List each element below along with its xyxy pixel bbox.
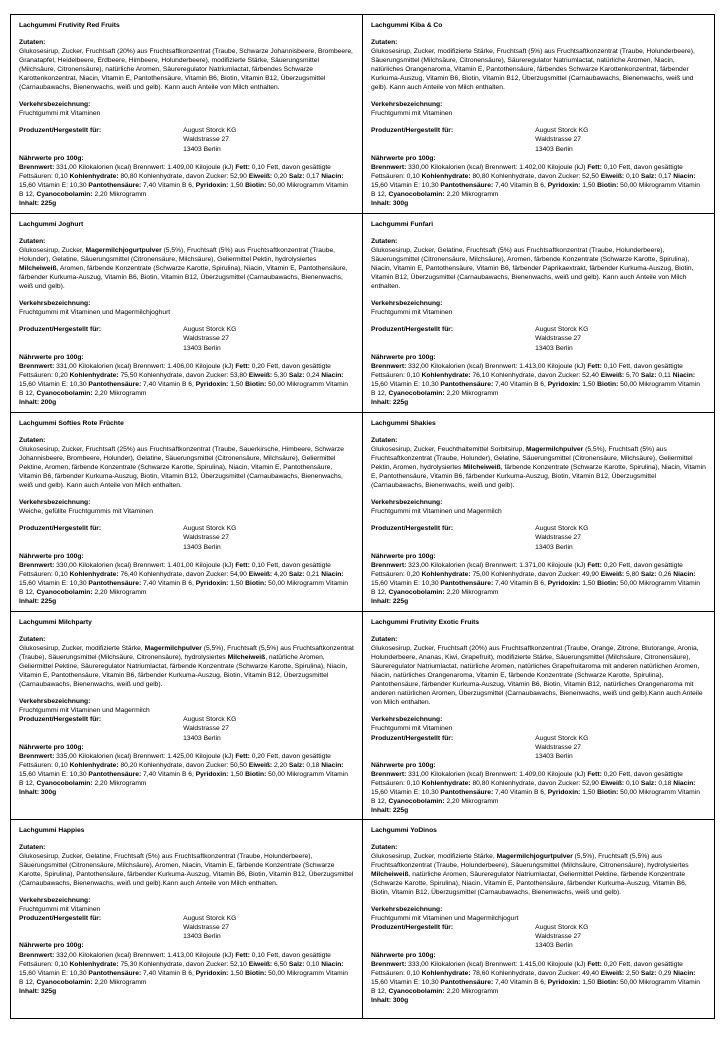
naehrwerte-label: Nährwerte pro 100g: <box>19 743 84 751</box>
naehrwerte-label: Nährwerte pro 100g: <box>371 154 436 162</box>
zutaten-text: Glukosesirup, Zucker, Fruchtsaft (20%) aus Fruchtsaftkonzentrat (Traube, Orange, Zitrone, Blutorange, Aronia, Holunderbeere, Ananas, Kiwi, Grapefruit), modifizierte Stärke, Säuerungsmittel (Milchsäure, Citronensäure), Säureregulator Natriumlactat, natürliche Aromen, natürliches Grapefruitaroma mit anderen natürlichen Aromen, Niacin, natürliches Orangenaroma, Vitamin E, färbende Konzentrate (Schwarze Karotte, Spirulina), Pantothensäure, färbender Kurkuma-Auszug, Vitamin B6, Biotin, Vitamin B12, natürliches Orangenaroma mit anderen natürlichen Aromen, Überzugsmittel (Carnaubawachs, Bienenwachs, weiß und gelb).Kann auch Anteile von Milch enthalten. <box>371 645 703 707</box>
producer-row <box>19 715 354 742</box>
zutaten-label: Zutaten: <box>19 39 46 47</box>
producer-name: August Storck KG <box>535 525 589 533</box>
producer-city: 13403 Berlin <box>183 933 221 941</box>
producer-address <box>535 126 706 153</box>
ingredients-section <box>371 635 706 707</box>
producer-street: Waldstrasse 27 <box>535 136 581 144</box>
producer-name: August Storck KG <box>535 924 589 932</box>
nutrition-section <box>19 154 354 208</box>
designation-section <box>371 498 706 516</box>
naehrwerte-text: Brennwert: 335,00 Kilokalorien (kcal) Brennwert: 1.425,00 Kilojoule (kJ) Fett: 0,20 Fett, davon gesättigte Fettsäuren: 0,10 Kohlenhydrate: 80,20 Kohlenhydrate, davon Zucker: 50,50 Eiweiß: 2,20 Salz: 0,18 Niacin: 15,60 Vitamin E: 10,30 Pantothensäure: 7,40 Vitamin B 6, Pyridoxin: 1,50 Biotin: 50,00 Mikrogramm Vitamin B 12, Cyanocobolamin: 2,20 Mikrogramm <box>19 752 348 787</box>
ingredients-section <box>19 843 354 888</box>
ingredients-section <box>371 237 706 291</box>
product-card <box>363 820 715 1019</box>
producer-street: Waldstrasse 27 <box>183 136 229 144</box>
inhalt-line: Inhalt: 225g <box>371 806 409 814</box>
product-card <box>11 413 363 612</box>
product-title: Lachgummi Frutivity Exotic Fruits <box>371 619 480 626</box>
producer-address <box>183 524 354 551</box>
verkehrsbezeichnung-text: Fruchtgummi mit Vitaminen und Magermilchjoghurt <box>19 309 171 317</box>
naehrwerte-text: Brennwert: 332,00 Kilokalorien (kcal) Brennwert: 1.413,00 Kilojoule (kJ) Fett: 0,10 Fett, davon gesättigte Fettsäuren: 0,10 Kohlenhydrate: 75,30 Kohlenhydrate, davon Zucker: 52,10 Eiweiß: 6,50 Salz: 0,10 Niacin: 15,60 Vitamin E: 10,30 Pantothensäure: 7,40 Vitamin B 6, Pyridoxin: 1,50 Biotin: 50,00 Mikrogramm Vitamin B 12, Cyanocobolamin: 2,20 Mikrogramm <box>19 951 348 986</box>
produzent-label: Produzent/Hergestellt für: <box>371 127 454 135</box>
producer-address <box>183 914 354 941</box>
producer-address <box>183 715 354 742</box>
product-title: Lachgummi Kiba & Co <box>371 22 443 29</box>
zutaten-text: Glukosesirup, Zucker, Feuchthaltemittel Sorbitsirup, Magermilchpulver (5,5%), Fruchtsaft (5%) aus Fruchtsaftkonzentrat (Traube, Holunder), Gelatine, Säuerungsmittel (Citronensäure, Milchsäure), Geliermittel Pektin, Aromen, hydrolysiertes Milcheiweiß, färbende Konzentrate (Schwarze Karotte, Spirulina), Niacin, Vitamin E, Pantothensäure, Vitamin B6, färbender Kurkuma-Auszug, Biotin, Vitamin B12, Überzugsmittel (Carnaubawachs, Bienenwachs, weiß und gelb). <box>371 446 706 490</box>
designation-section <box>19 498 354 516</box>
naehrwerte-text: Brennwert: 330,00 Kilokalorien (kcal) Brennwert: 1.401,00 Kilojoule (kJ) Fett: 0,10 Fett, davon gesättigte Fettsäuren: 0,10 Kohlenhydrate: 76,40 Kohlenhydrate, davon Zucker: 54,90 Eiweiß: 4,20 Salz: 0,21 Niacin: 15,60 Vitamin E: 10,30 Pantothensäure: 7,40 Vitamin B 6, Pyridoxin: 1,50 Biotin: 50,00 Mikrogramm Vitamin B 12, Cyanocobolamin: 2,20 Mikrogramm <box>19 561 348 596</box>
producer-name: August Storck KG <box>183 716 237 724</box>
product-title: Lachgummi Happies <box>19 826 85 834</box>
ingredients-section <box>19 38 354 92</box>
nutrition-section <box>19 552 354 606</box>
producer-street: Waldstrasse 27 <box>183 924 229 932</box>
producer-row <box>19 524 354 551</box>
producer-name: August Storck KG <box>183 915 237 923</box>
zutaten-text: Glukosesirup, Zucker, modifizierte Stärke, Magermilchjogurtpulver (5,5%), Fruchtsaft (5,5%) aus Fruchtsaftkonzentrat (Traube, Holunderbeere), Säuerungsmittel (Milchsäure, Citronensäure), hydrolysiertes Milcheiweiß, natürliche Aromen, Säureregulator Natriumlactat, Geliermittel Pektine, färbende Konzentrate (Schwarze Karotte, Spirulina), Niacin, Vitamin E, Pantothensäure, färbender Kurkuma-Auszug, Vitamin B6, Biotin, Vitamin B12, Überzugsmittel (Carnaubawachs, Bienenwachs, weiß und gelb). <box>371 853 689 897</box>
naehrwerte-text: Brennwert: 332,00 Kilokalorien (kcal) Brennwert: 1.413,00 Kilojoule (kJ) Fett: 0,10 Fett, davon gesättigte Fettsäuren: 0,10 Kohlenhydrate: 76,10 Kohlenhydrate, davon Zucker: 52,40 Eiweiß: 5,70 Salz: 0,11 Niacin: 15,60 Vitamin E: 10,30 Pantothensäure: 7,40 Vitamin B 6, Pyridoxin: 1,50 Biotin: 50,00 Mikrogramm Vitamin B 12, Cyanocobolamin: 2,20 Mikrogramm <box>371 362 700 397</box>
naehrwerte-text: Brennwert: 331,00 Kilokalorien (kcal) Brennwert: 1.406,00 Kilojoule (kJ) Fett: 0,20 Fett, davon gesättigte Fettsäuren: 0,20 Kohlenhydrate: 75,50 Kohlenhydrate, davon Zucker: 53,80 Eiweiß: 5,30 Salz: 0,24 Niacin: 15,60 Vitamin E: 10,30 Pantothensäure: 7,40 Vitamin B 6, Pyridoxin: 1,50 Biotin: 50,00 Mikrogramm Vitamin B 12, Cyanocobolamin: 2,20 Mikrogramm <box>19 362 348 397</box>
zutaten-text: Glukosesirup, Zucker, Magermilchjogurtpulver (5,5%), Fruchtsaft (5%) aus Fruchtsaftkonzentrat (Traube, Holunder), Gelatine, Säuerungsmittel (Citronensäure, Milchsäure), Geliermittel Pektin, hydrolysiertes Milcheiweiß, Aromen, färbende Konzentrate (Schwarze Karotte, Spirulina), Niacin, Vitamin E, Pantothensäure, färbender Kurkuma-Auszug, Vitamin B6, Biotin, Vitamin B12, Überzugsmittel (Carnaubawachs, Bienenwachs, weiß und gelb). <box>19 247 348 291</box>
product-card <box>363 612 715 820</box>
product-card <box>11 214 363 413</box>
verkehrsbezeichnung-label: Verkehrsbezeichnung: <box>371 499 443 507</box>
product-card <box>11 820 363 1019</box>
zutaten-label: Zutaten: <box>371 636 398 644</box>
product-card <box>11 15 363 214</box>
producer-address <box>535 524 706 551</box>
verkehrsbezeichnung-text: Fruchtgummi mit Vitaminen und Magermilch <box>371 508 502 516</box>
nutrition-section <box>371 951 706 1005</box>
producer-street: Waldstrasse 27 <box>535 743 581 751</box>
ingredients-section <box>371 38 706 92</box>
zutaten-label: Zutaten: <box>19 843 46 851</box>
inhalt-line: Inhalt: 300g <box>371 199 409 207</box>
producer-city: 13403 Berlin <box>535 942 573 950</box>
zutaten-label: Zutaten: <box>371 437 398 445</box>
product-title: Lachgummi Frutivity Red Fruits <box>19 22 120 29</box>
producer-row <box>371 126 706 153</box>
zutaten-text: Glukosesirup, Zucker, modifizierte Stärke, Magermilchpulver (5,5%), Fruchtsaft (5,5%) aus Fruchtsaftkonzentrat (Traube), Säuerungsmittel (Milchsäure, Citronensäure), hydrolysiertes Milcheiweiß, natürliche Aromen, Geliermittel Pektine, Säureregulator Natriumlactat, färbende Konzentrate (Schwarze Karotte, Spirulina), Niacin, Vitamin E, Pantothensäure, Vitamin B6, färbender Kurkuma-Auszug, Biotin, Vitamin B12, Überzugsmittel (Carnaubawachs, Bienenwachs, weiß und gelb). <box>19 645 354 689</box>
designation-section <box>19 697 354 715</box>
producer-city: 13403 Berlin <box>183 344 221 352</box>
producer-name: August Storck KG <box>535 734 589 742</box>
producer-name: August Storck KG <box>535 326 589 334</box>
producer-name: August Storck KG <box>183 525 237 533</box>
ingredients-section <box>371 436 706 490</box>
zutaten-label: Zutaten: <box>19 636 46 644</box>
producer-city: 13403 Berlin <box>183 543 221 551</box>
ingredients-section <box>19 237 354 291</box>
verkehrsbezeichnung-label: Verkehrsbezeichnung: <box>19 897 91 905</box>
designation-section <box>371 715 706 733</box>
verkehrsbezeichnung-label: Verkehrsbezeichnung: <box>19 300 91 308</box>
product-card <box>363 15 715 214</box>
naehrwerte-label: Nährwerte pro 100g: <box>19 154 84 162</box>
naehrwerte-label: Nährwerte pro 100g: <box>19 552 84 560</box>
nutrition-section <box>371 552 706 606</box>
producer-row <box>371 734 706 761</box>
verkehrsbezeichnung-text: Fruchtgummi mit Vitaminen und Magermilch <box>19 707 150 715</box>
verkehrsbezeichnung-text: Fruchtgummi mit Vitaminen <box>19 110 101 118</box>
zutaten-label: Zutaten: <box>371 39 398 47</box>
inhalt-line: Inhalt: 325g <box>19 987 57 995</box>
verkehrsbezeichnung-text: Fruchtgummi mit Vitaminen <box>371 110 453 118</box>
producer-row <box>371 923 706 950</box>
producer-street: Waldstrasse 27 <box>535 534 581 542</box>
producer-address <box>183 325 354 352</box>
producer-row <box>19 126 354 153</box>
verkehrsbezeichnung-text: Fruchtgummi mit Vitaminen <box>371 725 453 733</box>
produzent-label: Produzent/Hergestellt für: <box>371 734 454 742</box>
naehrwerte-text: Brennwert: 330,00 Kilokalorien (kcal) Brennwert: 1.402,00 Kilojoule (kJ) Fett: 0,10 Fett, davon gesättigte Fettsäuren: 0,10 Kohlenhydrate: 80,80 Kohlenhydrate, davon Zucker: 52,50 Eiweiß: 0,10 Salz: 0,17 Niacin: 15,60 Vitamin E: 10,30 Pantothensäure: 7,40 Vitamin B 6, Pyridoxin: 1,50 Biotin: 50,00 Mikrogramm Vitamin B 12, Cyanocobolamin: 2,20 Mikrogramm <box>371 163 700 198</box>
product-title: Lachgummi Milchparty <box>19 619 92 626</box>
product-title: Lachgummi Shakies <box>371 420 436 427</box>
producer-city: 13403 Berlin <box>535 344 573 352</box>
nutrition-section <box>19 941 354 995</box>
verkehrsbezeichnung-label: Verkehrsbezeichnung: <box>371 300 443 308</box>
zutaten-text: Glukosesirup, Zucker, Gelatine, Fruchtsaft (5%) aus Fruchtsaftkonzentrat (Traube, Holunderbeere), Säuerungsmittel (Citronensäure, Milchsäure), Aromen, Niacin, Vitamin E, färbende Konzentrate (Schwarze Karotte, Spirulina), Pantothensäure, färbender Kurkuma-Auszug, Vitamin B6, Biotin, Vitamin B12, Überzugsmittel (Carnaubawachs, Bienenwachs, weiß und gelb).Kann auch Anteile von Milch enthalten. <box>19 853 354 888</box>
verkehrsbezeichnung-label: Verkehrsbezeichnung: <box>371 101 443 109</box>
zutaten-label: Zutaten: <box>19 238 46 246</box>
nutrition-section <box>19 353 354 407</box>
product-card <box>11 612 363 820</box>
verkehrsbezeichnung-label: Verkehrsbezeichnung: <box>371 716 443 724</box>
producer-city: 13403 Berlin <box>535 752 573 760</box>
inhalt-line: Inhalt: 225g <box>19 597 57 605</box>
producer-city: 13403 Berlin <box>535 543 573 551</box>
producer-address <box>535 734 706 761</box>
ingredients-section <box>19 436 354 490</box>
nutrition-section <box>19 743 354 797</box>
product-title: Lachgummi Joghurt <box>19 221 84 228</box>
verkehrsbezeichnung-label: Verkehrsbezeichnung: <box>19 101 91 109</box>
verkehrsbezeichnung-label: Verkehrsbezeichnung: <box>19 499 91 507</box>
inhalt-line: Inhalt: 300g <box>371 996 409 1004</box>
produzent-label: Produzent/Hergestellt für: <box>19 326 102 334</box>
zutaten-text: Glukosesirup, Zucker, modifizierte Stärke, Fruchtsaft (5%) aus Fruchtsaftkonzentrat (Traube, Holunderbeere), Säuerungsmittel (Milchsäure, Citronensäure), Säureregulator Natriumlactat, natürliche Aromen, Niacin, natürliches Orangenaroma, Vitamin E, Pantothensäure, färbendes Schwarze Karottenkonzentrat, färbender Kurkuma-Auszug, Vitamin B6, Biotin, Vitamin B12, Überzugsmittel (Carnaubawachs, Bienenwachs, weiß und gelb). Kann auch Anteile von Milch enthalten. <box>371 48 695 92</box>
produzent-label: Produzent/Hergestellt für: <box>19 716 102 724</box>
zutaten-label: Zutaten: <box>19 437 46 445</box>
naehrwerte-label: Nährwerte pro 100g: <box>371 761 436 769</box>
ingredients-section <box>371 843 706 897</box>
product-spec-sheet <box>10 14 715 1019</box>
producer-street: Waldstrasse 27 <box>183 335 229 343</box>
zutaten-label: Zutaten: <box>371 238 398 246</box>
producer-street: Waldstrasse 27 <box>535 933 581 941</box>
naehrwerte-text: Brennwert: 331,00 Kilokalorien (kcal) Brennwert: 1.409,00 Kilojoule (kJ) Fett: 0,10 Fett, davon gesättigte Fettsäuren: 0,10 Kohlenhydrate: 80,80 Kohlenhydrate, davon Zucker: 52,90 Eiweiß: 0,20 Salz: 0,17 Niacin: 15,60 Vitamin E: 10,30 Pantothensäure: 7,40 Vitamin B 6, Pyridoxin: 1,50 Biotin: 50,00 Mikrogramm Vitamin B 12, Cyanocobolamin: 2,20 Mikrogramm <box>19 163 348 198</box>
designation-section <box>19 299 354 317</box>
inhalt-line: Inhalt: 200g <box>19 398 57 406</box>
naehrwerte-text: Brennwert: 331,00 Kilokalorien (kcal) Brennwert: 1.409,00 Kilojoule (kJ) Fett: 0,20 Fett, davon gesättigte Fettsäuren: 0,10 Kohlenhydrate: 80,80 Kohlenhydrate, davon Zucker: 52,90 Eiweiß: 0,10 Salz: 0,18 Niacin: 15,60 Vitamin E: 10,30 Pantothensäure: 7,40 Vitamin B 6, Pyridoxin: 1,50 Biotin: 50,00 Mikrogramm Vitamin B 12, Cyanocobolamin: 2,20 Mikrogramm <box>371 770 700 805</box>
designation-section <box>19 896 354 914</box>
producer-row <box>19 914 354 941</box>
inhalt-line: Inhalt: 225g <box>371 398 409 406</box>
zutaten-text: Glukosesirup, Zucker, Fruchtsaft (25%) aus Fruchtsaftkonzentrat (Traube, Sauerkirsche, Himbeere, Schwarze Johannisbeere, Brombeere, Holunder), Gelatine, Säuerungsmittel (Citronensäure, Milchsäure), Geliermittel Pektine, Aromen, färbende Konzentrate (Schwarze Karotte, Spirulina), Niacin, Vitamin E, Pantothensäure, Vitamin B6, färbender Kurkuma-Auszug, Biotin, Vitamin B12, Überzugsmittel (Carnaubawachs, Bienenwachs, weiß und gelb). Kann auch Anteile von Milch enthalten. <box>19 446 344 490</box>
producer-city: 13403 Berlin <box>183 145 221 153</box>
producer-street: Waldstrasse 27 <box>535 335 581 343</box>
zutaten-text: Glukosesirup, Zucker, Fruchtsaft (20%) aus Fruchtsaftkonzentrat (Traube, Schwarze Johannisbeere, Brombeere, Granatapfel, Heidelbeere, Erdbeere, Himbeere, Holunderbeere), modifizierte Stärke, Säuerungsmittel (Milchsäure, Citronensäure), natürliche Aromen, Säureregulator Natriumlactat, färbendes Schwarze Karottenkonzentrat, Niacin, Vitamin E, Pantothensäure, Vitamin B6, Biotin, Vitamin B12, Überzugsmittel (Carnaubawachs, Bienenwachs, weiß und gelb). Kann auch Anteile von Milch enthalten. <box>19 48 353 92</box>
producer-name: August Storck KG <box>183 326 237 334</box>
ingredients-section <box>19 635 354 689</box>
producer-address <box>535 923 706 950</box>
produzent-label: Produzent/Hergestellt für: <box>371 525 454 533</box>
producer-city: 13403 Berlin <box>535 145 573 153</box>
naehrwerte-label: Nährwerte pro 100g: <box>371 951 436 959</box>
zutaten-text: Glukosesirup, Zucker, Gelatine, Fruchtsaft (5%) aus Fruchtsaftkonzentrat (Traube, Holunderbeere), Säuerungsmittel (Citronensäure, Milchsäure), Aromen, färbende Konzentrate (Schwarze Karotte, Spirulina), Niacin, Vitamin E, Pantothensäure, Vitamin B6, färbender Paprikaextrakt, färbender Kurkuma-Auszug, Biotin, Vitamin B12, Überzugsmittel (Carnaubawachs, Bienenwachs, weiß und gelb). Kann auch Anteile von Milch enthalten. <box>371 247 694 291</box>
producer-name: August Storck KG <box>183 127 237 135</box>
inhalt-line: Inhalt: 225g <box>371 597 409 605</box>
product-title: Lachgummi YoDinos <box>371 826 437 834</box>
verkehrsbezeichnung-label: Verkehrsbezeichnung: <box>19 698 91 706</box>
nutrition-section <box>371 353 706 407</box>
product-title: Lachgummi Funfari <box>371 221 434 228</box>
produzent-label: Produzent/Hergestellt für: <box>371 924 454 932</box>
designation-section <box>371 299 706 317</box>
naehrwerte-text: Brennwert: 333,00 Kilokalorien (kcal) Brennwert: 1.415,00 Kilojoule (kJ) Fett: 0,20 Fett, davon gesättigte Fettsäuren: 0,10 Kohlenhydrate: 78,60 Kohlenhydrate, davon Zucker: 49,40 Eiweiß: 2,50 Salz: 0,29 Niacin: 15,60 Vitamin E: 10,30 Pantothensäure: 7,40 Vitamin B 6, Pyridoxin: 1,50 Biotin: 50,00 Mikrogramm Vitamin B 12, Cyanocobolamin: 2,20 Mikrogramm <box>371 960 700 995</box>
producer-row <box>371 325 706 352</box>
nutrition-section <box>371 761 706 815</box>
verkehrsbezeichnung-text: Fruchtgummi mit Vitaminen <box>371 309 453 317</box>
verkehrsbezeichnung-text: Weiche, gefüllte Fruchtgummis mit Vitaminen <box>19 508 153 516</box>
designation-section <box>371 100 706 118</box>
producer-street: Waldstrasse 27 <box>183 534 229 542</box>
producer-row <box>19 325 354 352</box>
naehrwerte-label: Nährwerte pro 100g: <box>19 353 84 361</box>
product-card <box>363 413 715 612</box>
verkehrsbezeichnung-label: Verkehrsbezeichnung: <box>371 906 443 914</box>
producer-city: 13403 Berlin <box>183 734 221 742</box>
nutrition-section <box>371 154 706 208</box>
verkehrsbezeichnung-text: Fruchtgummi mit Vitaminen und Magermilchjogurt <box>371 915 519 923</box>
designation-section <box>371 905 706 923</box>
verkehrsbezeichnung-text: Fruchtgummi mit Vitaminen <box>19 906 101 914</box>
zutaten-label: Zutaten: <box>371 843 398 851</box>
product-card <box>363 214 715 413</box>
produzent-label: Produzent/Hergestellt für: <box>19 127 102 135</box>
product-title: Lachgummi Softies Rote Früchte <box>19 420 124 427</box>
naehrwerte-label: Nährwerte pro 100g: <box>371 353 436 361</box>
produzent-label: Produzent/Hergestellt für: <box>19 525 102 533</box>
naehrwerte-label: Nährwerte pro 100g: <box>371 552 436 560</box>
producer-address <box>535 325 706 352</box>
inhalt-line: Inhalt: 225g <box>19 199 57 207</box>
produzent-label: Produzent/Hergestellt für: <box>371 326 454 334</box>
produzent-label: Produzent/Hergestellt für: <box>19 915 102 923</box>
naehrwerte-text: Brennwert: 323,00 Kilokalorien (kcal) Brennwert: 1.371,00 Kilojoule (kJ) Fett: 0,20 Fett, davon gesättigte Fettsäuren: 0,20 Kohlenhydrate: 75,00 Kohlenhydrate, davon Zucker: 49,90 Eiweiß: 5,80 Salz: 0,26 Niacin: 15,60 Vitamin E: 10,30 Pantothensäure: 7,40 Vitamin B 6, Pyridoxin: 1,50 Biotin: 50,00 Mikrogramm Vitamin B 12, Cyanocobolamin: 2,20 Mikrogramm <box>371 561 700 596</box>
naehrwerte-label: Nährwerte pro 100g: <box>19 942 84 950</box>
designation-section <box>19 100 354 118</box>
producer-row <box>371 524 706 551</box>
producer-street: Waldstrasse 27 <box>183 725 229 733</box>
inhalt-line: Inhalt: 300g <box>19 788 57 796</box>
producer-name: August Storck KG <box>535 127 589 135</box>
producer-address <box>183 126 354 153</box>
